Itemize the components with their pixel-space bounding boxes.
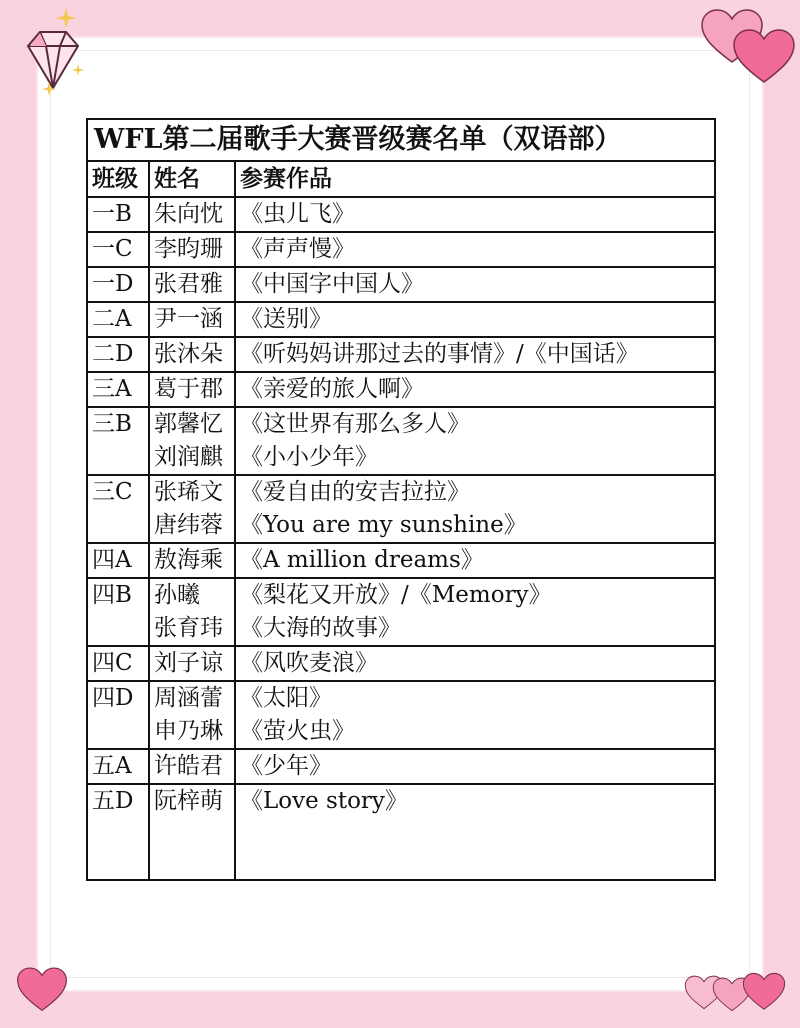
class-cell: 四D	[87, 681, 149, 749]
name-cell	[149, 543, 235, 578]
student-name: 张育玮	[154, 615, 223, 641]
work-cell	[235, 475, 715, 543]
table-row	[87, 302, 715, 337]
table-row	[87, 681, 715, 749]
student-name: 葛于郡	[154, 376, 223, 402]
song-title: 《亲爱的旅人啊》	[240, 376, 424, 402]
song-title: 《小小少年》	[240, 444, 378, 470]
class-cell: 四C	[87, 646, 149, 681]
roster-body	[87, 197, 715, 880]
student-name: 张琋文	[154, 479, 223, 505]
class-cell: 二A	[87, 302, 149, 337]
heart-icon	[732, 28, 796, 86]
work-cell	[235, 578, 715, 646]
student-name: 刘润麒	[154, 444, 223, 470]
work-cell	[235, 372, 715, 407]
name-cell	[149, 302, 235, 337]
song-title: 《中国字中国人》	[240, 271, 424, 297]
sparkle-icon	[42, 82, 56, 96]
name-cell	[149, 372, 235, 407]
song-title: 《Love story》	[240, 788, 408, 814]
table-row	[87, 197, 715, 232]
song-title: 《太阳》	[240, 685, 332, 711]
song-title: 《声声慢》	[240, 236, 355, 262]
work-cell	[235, 681, 715, 749]
name-cell	[149, 475, 235, 543]
sparkle-icon	[72, 64, 84, 76]
student-name: 张君雅	[154, 271, 223, 297]
column-header-work: 参赛作品	[235, 161, 715, 197]
work-cell	[235, 749, 715, 784]
name-cell	[149, 232, 235, 267]
table-row	[87, 578, 715, 646]
class-cell: 三B	[87, 407, 149, 475]
column-header-name: 姓名	[149, 161, 235, 197]
roster-table	[86, 118, 716, 881]
work-cell	[235, 543, 715, 578]
work-cell	[235, 784, 715, 880]
table-row	[87, 749, 715, 784]
name-cell	[149, 267, 235, 302]
class-cell: 一D	[87, 267, 149, 302]
work-cell	[235, 197, 715, 232]
song-title: 《萤火虫》	[240, 718, 355, 744]
song-title: 《送别》	[240, 306, 332, 332]
name-cell	[149, 578, 235, 646]
table-row	[87, 372, 715, 407]
student-name: 阮梓萌	[154, 788, 223, 814]
class-cell: 一C	[87, 232, 149, 267]
name-cell	[149, 337, 235, 372]
class-cell: 五D	[87, 784, 149, 880]
class-cell: 一B	[87, 197, 149, 232]
student-name: 朱向忱	[154, 201, 223, 227]
song-title: 《听妈妈讲那过去的事情》/《中国话》	[240, 341, 639, 367]
student-name: 申乃琳	[154, 718, 223, 744]
table-row	[87, 646, 715, 681]
student-name: 刘子谅	[154, 650, 223, 676]
table-row	[87, 784, 715, 880]
class-cell: 三C	[87, 475, 149, 543]
name-cell	[149, 646, 235, 681]
song-title: 《梨花又开放》/《Memory》	[240, 582, 552, 608]
table-row	[87, 267, 715, 302]
class-cell: 五A	[87, 749, 149, 784]
name-cell	[149, 407, 235, 475]
song-title: 《风吹麦浪》	[240, 650, 378, 676]
table-row	[87, 543, 715, 578]
class-cell: 四A	[87, 543, 149, 578]
class-cell: 三A	[87, 372, 149, 407]
name-cell	[149, 681, 235, 749]
sparkle-icon	[56, 8, 76, 28]
table-row	[87, 407, 715, 475]
table-row	[87, 475, 715, 543]
name-cell	[149, 784, 235, 880]
student-name: 唐纬蓉	[154, 512, 223, 538]
student-name: 张沐朵	[154, 341, 223, 367]
name-cell	[149, 197, 235, 232]
song-title: 《爱自由的安吉拉拉》	[240, 479, 470, 505]
song-title: 《A million dreams》	[240, 547, 484, 573]
student-name: 李昀珊	[154, 236, 223, 262]
student-name: 许皓君	[154, 753, 223, 779]
class-cell: 四B	[87, 578, 149, 646]
student-name: 郭馨忆	[154, 411, 223, 437]
work-cell	[235, 407, 715, 475]
heart-icon	[742, 972, 786, 1012]
name-cell	[149, 749, 235, 784]
song-title: 《少年》	[240, 753, 332, 779]
student-name: 尹一涵	[154, 306, 223, 332]
table-row	[87, 232, 715, 267]
work-cell	[235, 232, 715, 267]
heart-icon	[16, 966, 68, 1014]
class-cell: 二D	[87, 337, 149, 372]
table-row	[87, 337, 715, 372]
student-name: 孙曦	[154, 582, 200, 608]
column-header-class: 班级	[87, 161, 149, 197]
student-name: 敖海乘	[154, 547, 223, 573]
student-name: 周涵蕾	[154, 685, 223, 711]
song-title: 《You are my sunshine》	[240, 512, 527, 538]
work-cell	[235, 302, 715, 337]
work-cell	[235, 267, 715, 302]
song-title: 《大海的故事》	[240, 615, 401, 641]
work-cell	[235, 337, 715, 372]
song-title: 《这世界有那么多人》	[240, 411, 470, 437]
song-title: 《虫儿飞》	[240, 201, 355, 227]
page-title: WFL第二届歌手大赛晋级赛名单（双语部）	[87, 119, 715, 161]
work-cell	[235, 646, 715, 681]
